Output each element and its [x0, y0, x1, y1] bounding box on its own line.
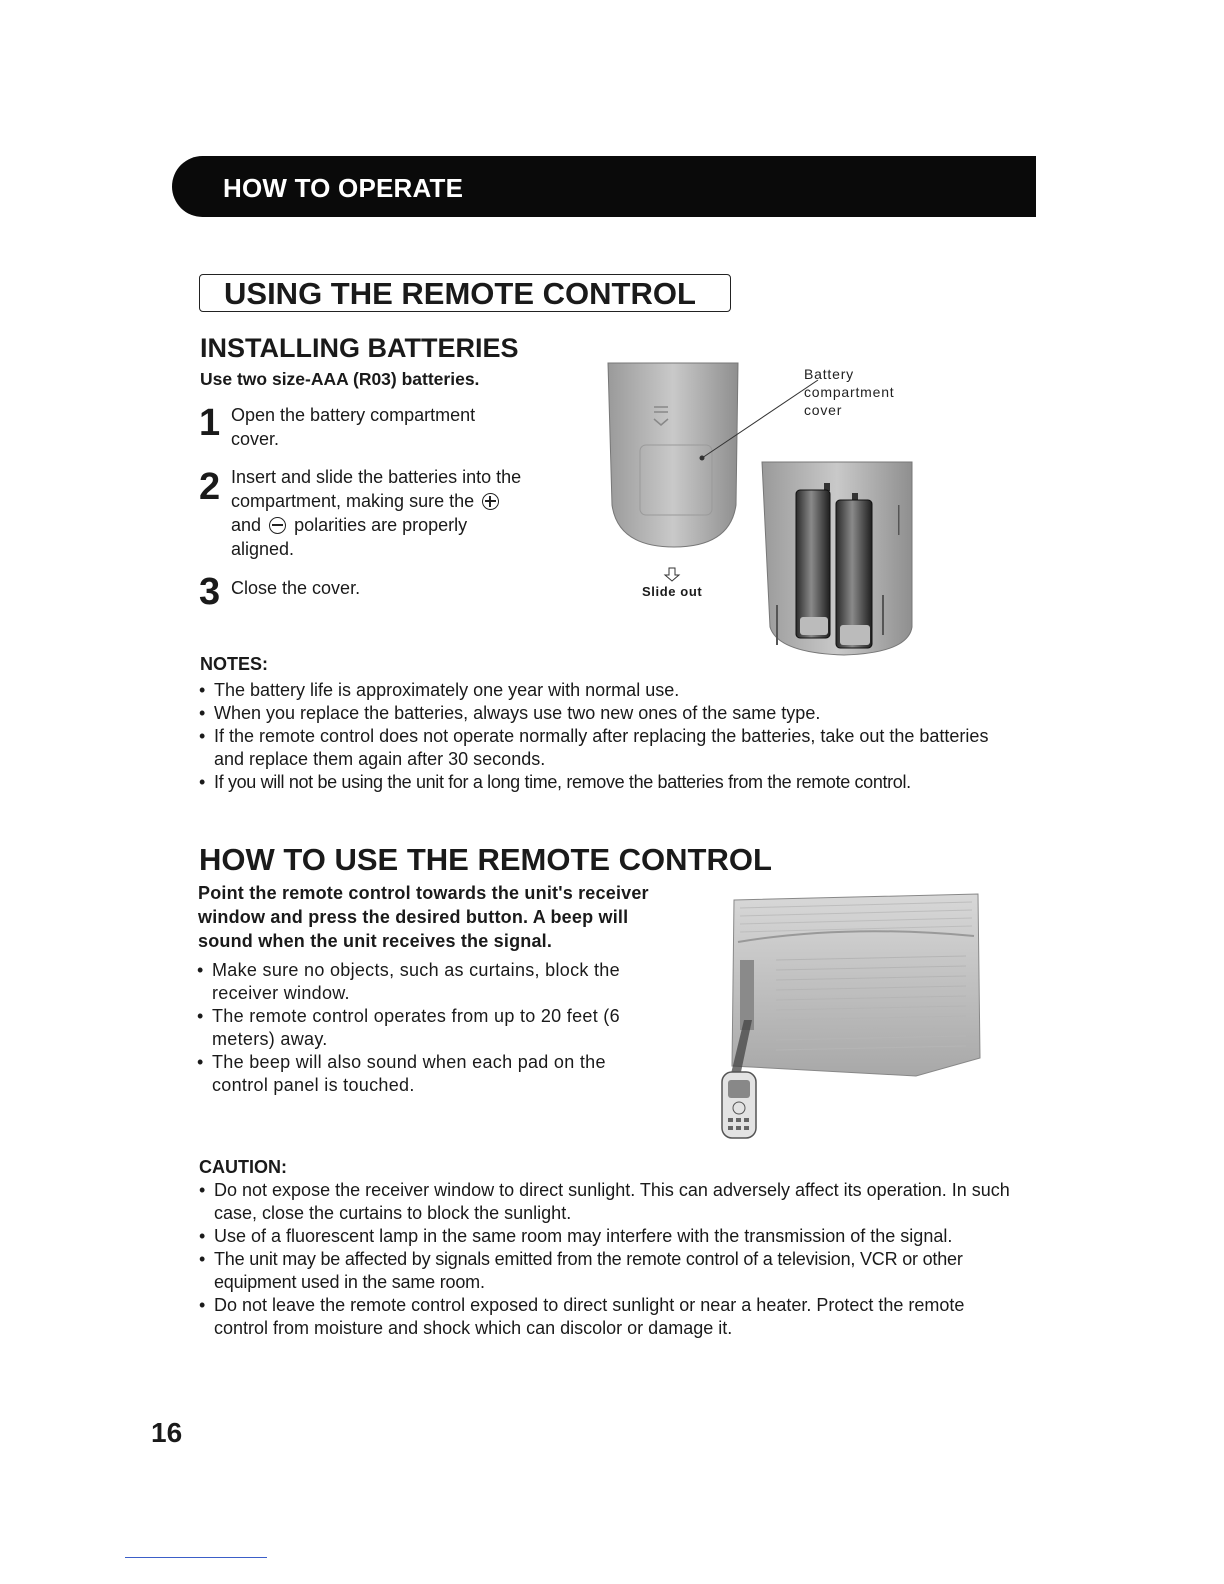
list-item: • Make sure no objects, such as curtains, block the receiver window.	[197, 959, 655, 1005]
plus-polarity-icon	[482, 493, 499, 510]
battery-cover-callout: Battery compartment cover	[804, 366, 895, 418]
list-item: • The unit may be affected by signals emitted from the remote control of a television, VCR or other equipment used in the same room.	[199, 1248, 1021, 1294]
notes-list	[199, 679, 989, 794]
batteries-lead: Use two size-AAA (R03) batteries.	[200, 369, 480, 389]
step-2-text-and: and	[231, 515, 262, 535]
list-item: • The battery life is approximately one year with normal use.	[199, 679, 989, 702]
step-2-text	[231, 465, 531, 561]
caution-list	[199, 1179, 1021, 1340]
list-item: • If the remote control does not operate normally after replacing the batteries, take out the batteries and replace them again after 30 seconds.	[199, 725, 989, 771]
section-title: USING THE REMOTE CONTROL	[224, 276, 696, 311]
caution-heading: CAUTION:	[199, 1157, 287, 1177]
header-title: HOW TO OPERATE	[223, 173, 464, 203]
step-1-text: Open the battery compartment cover.	[231, 405, 476, 449]
page-number: 16	[151, 1417, 183, 1448]
notes-heading: NOTES:	[200, 654, 269, 674]
usage-heading: HOW TO USE THE REMOTE CONTROL	[199, 842, 772, 877]
step-1-number: 1	[199, 402, 221, 444]
minus-polarity-icon	[269, 517, 286, 534]
section-title-box	[199, 274, 731, 312]
slide-out-label: Slide out	[642, 584, 703, 599]
list-item: • When you replace the batteries, always use two new ones of the same type.	[199, 702, 989, 725]
footer-rule	[125, 1557, 267, 1558]
step-2-text-after: polarities are properly aligned.	[231, 515, 468, 559]
list-item: • The beep will also sound when each pad on the control panel is touched.	[197, 1051, 655, 1097]
usage-list	[197, 959, 655, 1097]
step-3-text: Close the cover.	[231, 578, 361, 598]
header-banner	[172, 156, 1036, 217]
batteries-heading: INSTALLING BATTERIES	[200, 333, 519, 363]
list-item: • The remote control operates from up to 20 feet (6 meters) away.	[197, 1005, 655, 1051]
step-2-text-before: Insert and slide the batteries into the compartment, making sure the	[231, 467, 522, 511]
list-item: • Do not expose the receiver window to direct sunlight. This can adversely affect its operation. In such case, close the curtains to block the sunlight.	[199, 1179, 1021, 1225]
step-2-number: 2	[199, 466, 221, 508]
usage-lead: Point the remote control towards the unit's receiver window and press the desired button. A beep will sound when the unit receives the signal.	[198, 883, 649, 951]
air-conditioner-illustration	[716, 890, 986, 1142]
list-item: • Do not leave the remote control exposed to direct sunlight or near a heater. Protect the remote control from moisture and shock which can discolor or damage it.	[199, 1294, 1021, 1340]
list-item: • Use of a fluorescent lamp in the same room may interfere with the transmission of the signal.	[199, 1225, 1021, 1248]
list-item: • If you will not be using the unit for a long time, remove the batteries from the remote control.	[199, 771, 989, 794]
step-3-number: 3	[199, 571, 221, 613]
